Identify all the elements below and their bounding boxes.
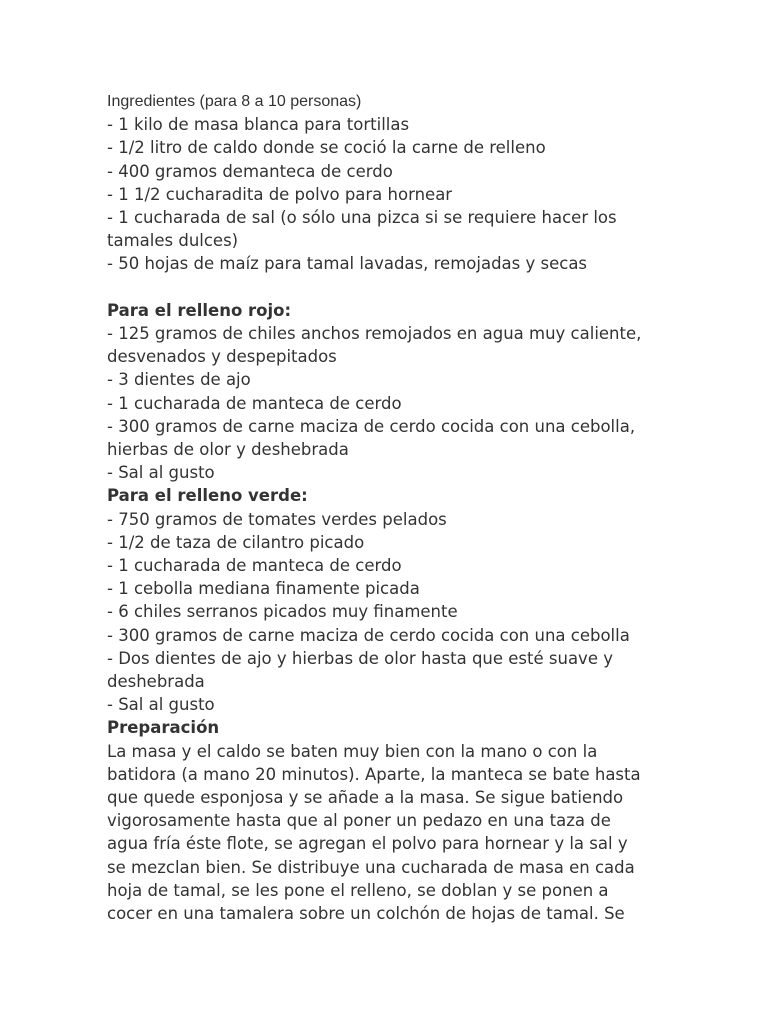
- paragraph-line: hoja de tamal, se les pone el relleno, se doblan y se ponen a: [107, 880, 609, 900]
- list-item: - 1 1/2 cucharadita de polvo para hornear: [107, 184, 453, 204]
- list-item: - 300 gramos de carne maciza de cerdo cocida con una cebolla,: [107, 416, 636, 436]
- ingredients-title: Ingredientes (para 8 a 10 personas): [107, 93, 362, 110]
- paragraph-line: que quede esponjosa y se añade a la masa. Se sigue batiendo: [107, 788, 624, 808]
- list-item: - Sal al gusto: [107, 463, 215, 483]
- list-item: - 1 kilo de masa blanca para tortillas: [107, 115, 410, 135]
- list-item: - 750 gramos de tomates verdes pelados: [107, 509, 447, 529]
- list-item: - 1/2 litro de caldo donde se coció la carne de relleno: [107, 138, 546, 158]
- paragraph-line: agua fría éste flote, se agregan el polvo para hornear y la sal y: [107, 834, 628, 854]
- list-item: hierbas de olor y deshebrada: [107, 440, 349, 460]
- list-item: - 400 gramos demanteca de cerdo: [107, 161, 393, 181]
- list-item: - Dos dientes de ajo y hierbas de olor hasta que esté suave y: [107, 648, 613, 668]
- relleno-verde-heading: Para el relleno verde:: [107, 486, 308, 506]
- list-item: - 1 cebolla mediana finamente picada: [107, 579, 420, 599]
- preparacion-paragraph: [107, 740, 667, 926]
- list-item: - 50 hojas de maíz para tamal lavadas, remojadas y secas: [107, 254, 588, 274]
- list-item: - 1 cucharada de sal (o sólo una pizca si se requiere hacer los: [107, 208, 617, 228]
- list-item: - 6 chiles serranos picados muy finamente: [107, 602, 458, 622]
- list-item: - 1/2 de taza de cilantro picado: [107, 532, 365, 552]
- list-item: tamales dulces): [107, 231, 239, 251]
- relleno-verde-list: [107, 508, 667, 717]
- list-item: deshebrada: [107, 672, 205, 692]
- list-item: desvenados y despepitados: [107, 347, 337, 367]
- paragraph-line: se mezclan bien. Se distribuye una cucharada de masa en cada: [107, 857, 635, 877]
- paragraph-line: cocer en una tamalera sobre un colchón de hojas de tamal. Se: [107, 904, 625, 924]
- relleno-rojo-list: [107, 322, 667, 484]
- recipe-text: [107, 92, 667, 925]
- blank-line: [107, 276, 667, 299]
- paragraph-line: vigorosamente hasta que al poner un pedazo en una taza de: [107, 811, 611, 831]
- list-item: - 1 cucharada de manteca de cerdo: [107, 393, 402, 413]
- paragraph-line: La masa y el caldo se baten muy bien con la mano o con la: [107, 741, 598, 761]
- preparacion-heading: Preparación: [107, 718, 220, 738]
- ingredients-list: [107, 113, 667, 275]
- list-item: - 3 dientes de ajo: [107, 370, 251, 390]
- relleno-rojo-heading: Para el relleno rojo:: [107, 300, 292, 320]
- list-item: - 125 gramos de chiles anchos remojados en agua muy caliente,: [107, 324, 642, 344]
- list-item: - 300 gramos de carne maciza de cerdo cocida con una cebolla: [107, 625, 630, 645]
- list-item: - Sal al gusto: [107, 695, 215, 715]
- paragraph-line: batidora (a mano 20 minutos). Aparte, la manteca se bate hasta: [107, 764, 641, 784]
- list-item: - 1 cucharada de manteca de cerdo: [107, 556, 402, 576]
